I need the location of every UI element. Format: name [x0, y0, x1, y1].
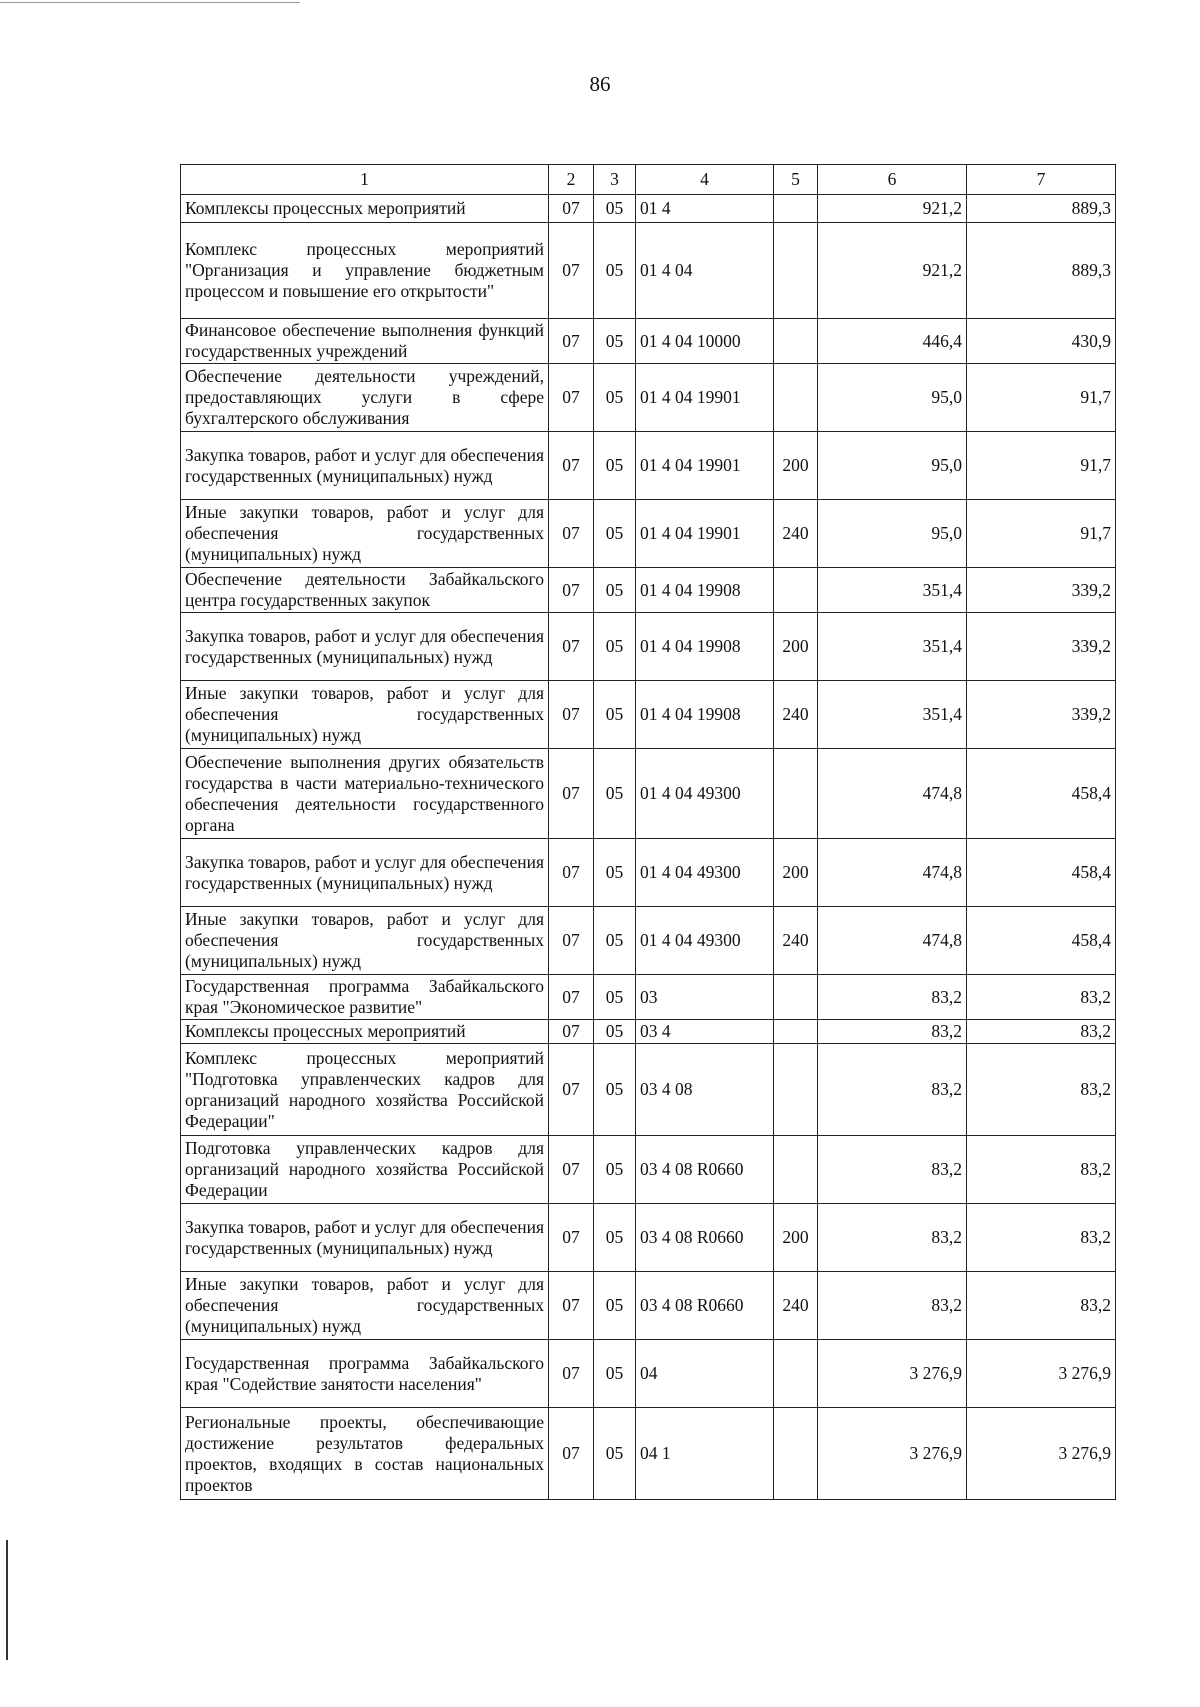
- cell-amount-year-2: 889,3: [967, 195, 1116, 223]
- cell-amount-year-1: 446,4: [818, 319, 967, 364]
- cell-amount-year-2: 339,2: [967, 681, 1116, 749]
- cell-amount-year-2: 339,2: [967, 568, 1116, 613]
- cell-subsection: 05: [594, 500, 636, 568]
- cell-section: 07: [549, 1204, 594, 1272]
- cell-target-article: 03 4 08 R0660: [636, 1136, 774, 1204]
- cell-amount-year-1: 351,4: [818, 568, 967, 613]
- cell-expense-type: 240: [774, 500, 818, 568]
- scan-edge-mark: [0, 2, 300, 3]
- cell-section: 07: [549, 568, 594, 613]
- row-description: Региональные проекты, обеспечивающие достижение результатов федеральных проектов, входящих в состав национальных проектов: [181, 1408, 549, 1500]
- table-row: [181, 749, 1116, 839]
- cell-section: 07: [549, 839, 594, 907]
- cell-expense-type: [774, 223, 818, 319]
- table-row: [181, 1340, 1116, 1408]
- table-row: [181, 1020, 1116, 1044]
- cell-section: 07: [549, 1020, 594, 1044]
- cell-amount-year-2: 889,3: [967, 223, 1116, 319]
- table-row: [181, 319, 1116, 364]
- row-description: Комплексы процессных мероприятий: [181, 1020, 549, 1044]
- cell-subsection: 05: [594, 839, 636, 907]
- cell-amount-year-1: 83,2: [818, 1136, 967, 1204]
- row-description: Государственная программа Забайкальского края "Содействие занятости населения": [181, 1340, 549, 1408]
- row-description: Обеспечение выполнения других обязательств государства в части материально-технического обеспечения деятельности государственного органа: [181, 749, 549, 839]
- row-description: Комплекс процессных мероприятий "Организация и управление бюджетным процессом и повышение его открытости": [181, 223, 549, 319]
- cell-expense-type: [774, 319, 818, 364]
- table-row: [181, 223, 1116, 319]
- column-header: 7: [967, 165, 1116, 195]
- table-row: [181, 1408, 1116, 1500]
- cell-target-article: 01 4 04 49300: [636, 749, 774, 839]
- cell-section: 07: [549, 364, 594, 432]
- cell-amount-year-1: 83,2: [818, 1272, 967, 1340]
- cell-section: 07: [549, 975, 594, 1020]
- cell-section: 07: [549, 432, 594, 500]
- cell-section: 07: [549, 500, 594, 568]
- cell-section: 07: [549, 1272, 594, 1340]
- cell-amount-year-1: 351,4: [818, 681, 967, 749]
- cell-expense-type: 240: [774, 681, 818, 749]
- cell-subsection: 05: [594, 195, 636, 223]
- cell-target-article: 04 1: [636, 1408, 774, 1500]
- cell-amount-year-1: 83,2: [818, 1044, 967, 1136]
- table-row: [181, 1272, 1116, 1340]
- cell-amount-year-2: 3 276,9: [967, 1408, 1116, 1500]
- cell-subsection: 05: [594, 432, 636, 500]
- table-row: [181, 907, 1116, 975]
- scan-edge-mark: [6, 1540, 8, 1660]
- cell-section: 07: [549, 1044, 594, 1136]
- cell-subsection: 05: [594, 1340, 636, 1408]
- cell-amount-year-1: 474,8: [818, 839, 967, 907]
- cell-expense-type: 200: [774, 613, 818, 681]
- cell-amount-year-1: 83,2: [818, 1204, 967, 1272]
- cell-section: 07: [549, 681, 594, 749]
- cell-amount-year-1: 83,2: [818, 975, 967, 1020]
- cell-expense-type: [774, 568, 818, 613]
- row-description: Иные закупки товаров, работ и услуг для обеспечения государственных (муниципальных) нужд: [181, 500, 549, 568]
- cell-expense-type: 200: [774, 839, 818, 907]
- cell-amount-year-1: 95,0: [818, 364, 967, 432]
- cell-amount-year-2: 339,2: [967, 613, 1116, 681]
- table-row: [181, 1136, 1116, 1204]
- cell-subsection: 05: [594, 568, 636, 613]
- row-description: Государственная программа Забайкальского края "Экономическое развитие": [181, 975, 549, 1020]
- cell-subsection: 05: [594, 613, 636, 681]
- cell-target-article: 01 4 04: [636, 223, 774, 319]
- table-row: [181, 195, 1116, 223]
- cell-amount-year-2: 91,7: [967, 364, 1116, 432]
- cell-expense-type: [774, 1340, 818, 1408]
- cell-section: 07: [549, 223, 594, 319]
- cell-target-article: 04: [636, 1340, 774, 1408]
- table-row: [181, 1044, 1116, 1136]
- cell-amount-year-2: 430,9: [967, 319, 1116, 364]
- cell-amount-year-2: 83,2: [967, 1044, 1116, 1136]
- cell-section: 07: [549, 907, 594, 975]
- cell-section: 07: [549, 613, 594, 681]
- cell-expense-type: [774, 749, 818, 839]
- cell-subsection: 05: [594, 975, 636, 1020]
- cell-expense-type: [774, 1408, 818, 1500]
- cell-expense-type: [774, 1044, 818, 1136]
- row-description: Закупка товаров, работ и услуг для обеспечения государственных (муниципальных) нужд: [181, 613, 549, 681]
- cell-subsection: 05: [594, 1204, 636, 1272]
- row-description: Обеспечение деятельности учреждений, предоставляющих услуги в сфере бухгалтерского обслуживания: [181, 364, 549, 432]
- column-header: 6: [818, 165, 967, 195]
- row-description: Закупка товаров, работ и услуг для обеспечения государственных (муниципальных) нужд: [181, 839, 549, 907]
- cell-amount-year-1: 474,8: [818, 749, 967, 839]
- cell-target-article: 03 4 08: [636, 1044, 774, 1136]
- cell-target-article: 01 4 04 49300: [636, 907, 774, 975]
- table-row: [181, 364, 1116, 432]
- row-description: Закупка товаров, работ и услуг для обеспечения государственных (муниципальных) нужд: [181, 432, 549, 500]
- cell-amount-year-2: 83,2: [967, 975, 1116, 1020]
- cell-amount-year-2: 83,2: [967, 1136, 1116, 1204]
- cell-target-article: 01 4 04 19908: [636, 681, 774, 749]
- column-header: 2: [549, 165, 594, 195]
- cell-amount-year-2: 91,7: [967, 432, 1116, 500]
- cell-subsection: 05: [594, 907, 636, 975]
- cell-section: 07: [549, 319, 594, 364]
- table-row: [181, 432, 1116, 500]
- cell-target-article: 03 4: [636, 1020, 774, 1044]
- cell-expense-type: [774, 1020, 818, 1044]
- row-description: Иные закупки товаров, работ и услуг для обеспечения государственных (муниципальных) нужд: [181, 1272, 549, 1340]
- cell-subsection: 05: [594, 1408, 636, 1500]
- cell-amount-year-2: 83,2: [967, 1204, 1116, 1272]
- cell-target-article: 01 4 04 49300: [636, 839, 774, 907]
- row-description: Иные закупки товаров, работ и услуг для обеспечения государственных (муниципальных) нужд: [181, 681, 549, 749]
- cell-amount-year-2: 3 276,9: [967, 1340, 1116, 1408]
- column-header: 1: [181, 165, 549, 195]
- table-row: [181, 613, 1116, 681]
- cell-amount-year-1: 95,0: [818, 500, 967, 568]
- cell-section: 07: [549, 749, 594, 839]
- table-row: [181, 568, 1116, 613]
- cell-amount-year-1: 3 276,9: [818, 1408, 967, 1500]
- table-row: [181, 681, 1116, 749]
- cell-amount-year-2: 458,4: [967, 839, 1116, 907]
- cell-expense-type: [774, 195, 818, 223]
- cell-amount-year-2: 458,4: [967, 749, 1116, 839]
- row-description: Закупка товаров, работ и услуг для обеспечения государственных (муниципальных) нужд: [181, 1204, 549, 1272]
- cell-amount-year-2: 83,2: [967, 1272, 1116, 1340]
- cell-section: 07: [549, 1340, 594, 1408]
- cell-amount-year-2: 83,2: [967, 1020, 1116, 1044]
- cell-subsection: 05: [594, 223, 636, 319]
- cell-amount-year-1: 351,4: [818, 613, 967, 681]
- cell-target-article: 01 4 04 19908: [636, 613, 774, 681]
- row-description: Комплекс процессных мероприятий "Подготовка управленческих кадров для организаций народного хозяйства Российской Федерации": [181, 1044, 549, 1136]
- cell-target-article: 03: [636, 975, 774, 1020]
- cell-amount-year-1: 921,2: [818, 223, 967, 319]
- cell-target-article: 01 4 04 19901: [636, 432, 774, 500]
- cell-expense-type: 200: [774, 432, 818, 500]
- row-description: Финансовое обеспечение выполнения функций государственных учреждений: [181, 319, 549, 364]
- table-header-row: [181, 165, 1116, 195]
- cell-amount-year-1: 3 276,9: [818, 1340, 967, 1408]
- cell-target-article: 01 4 04 10000: [636, 319, 774, 364]
- cell-target-article: 03 4 08 R0660: [636, 1272, 774, 1340]
- cell-subsection: 05: [594, 319, 636, 364]
- cell-expense-type: 240: [774, 1272, 818, 1340]
- cell-subsection: 05: [594, 1272, 636, 1340]
- row-description: Иные закупки товаров, работ и услуг для обеспечения государственных (муниципальных) нужд: [181, 907, 549, 975]
- cell-subsection: 05: [594, 681, 636, 749]
- cell-amount-year-2: 458,4: [967, 907, 1116, 975]
- cell-section: 07: [549, 1408, 594, 1500]
- table-row: [181, 839, 1116, 907]
- budget-table: [180, 164, 1116, 1500]
- cell-target-article: 01 4: [636, 195, 774, 223]
- row-description: Комплексы процессных мероприятий: [181, 195, 549, 223]
- cell-expense-type: 240: [774, 907, 818, 975]
- page-number: 86: [589, 72, 611, 96]
- table-row: [181, 500, 1116, 568]
- cell-amount-year-1: 83,2: [818, 1020, 967, 1044]
- cell-subsection: 05: [594, 1020, 636, 1044]
- cell-target-article: 01 4 04 19901: [636, 500, 774, 568]
- cell-expense-type: [774, 1136, 818, 1204]
- row-description: Обеспечение деятельности Забайкальского центра государственных закупок: [181, 568, 549, 613]
- cell-subsection: 05: [594, 1044, 636, 1136]
- cell-subsection: 05: [594, 749, 636, 839]
- column-header: 5: [774, 165, 818, 195]
- cell-amount-year-1: 921,2: [818, 195, 967, 223]
- cell-target-article: 03 4 08 R0660: [636, 1204, 774, 1272]
- cell-amount-year-2: 91,7: [967, 500, 1116, 568]
- cell-expense-type: [774, 975, 818, 1020]
- cell-section: 07: [549, 195, 594, 223]
- cell-expense-type: 200: [774, 1204, 818, 1272]
- cell-amount-year-1: 474,8: [818, 907, 967, 975]
- table-row: [181, 1204, 1116, 1272]
- table-row: [181, 975, 1116, 1020]
- cell-target-article: 01 4 04 19901: [636, 364, 774, 432]
- cell-amount-year-1: 95,0: [818, 432, 967, 500]
- cell-expense-type: [774, 364, 818, 432]
- row-description: Подготовка управленческих кадров для организаций народного хозяйства Российской Федерации: [181, 1136, 549, 1204]
- cell-subsection: 05: [594, 364, 636, 432]
- column-header: 4: [636, 165, 774, 195]
- column-header: 3: [594, 165, 636, 195]
- cell-section: 07: [549, 1136, 594, 1204]
- cell-target-article: 01 4 04 19908: [636, 568, 774, 613]
- cell-subsection: 05: [594, 1136, 636, 1204]
